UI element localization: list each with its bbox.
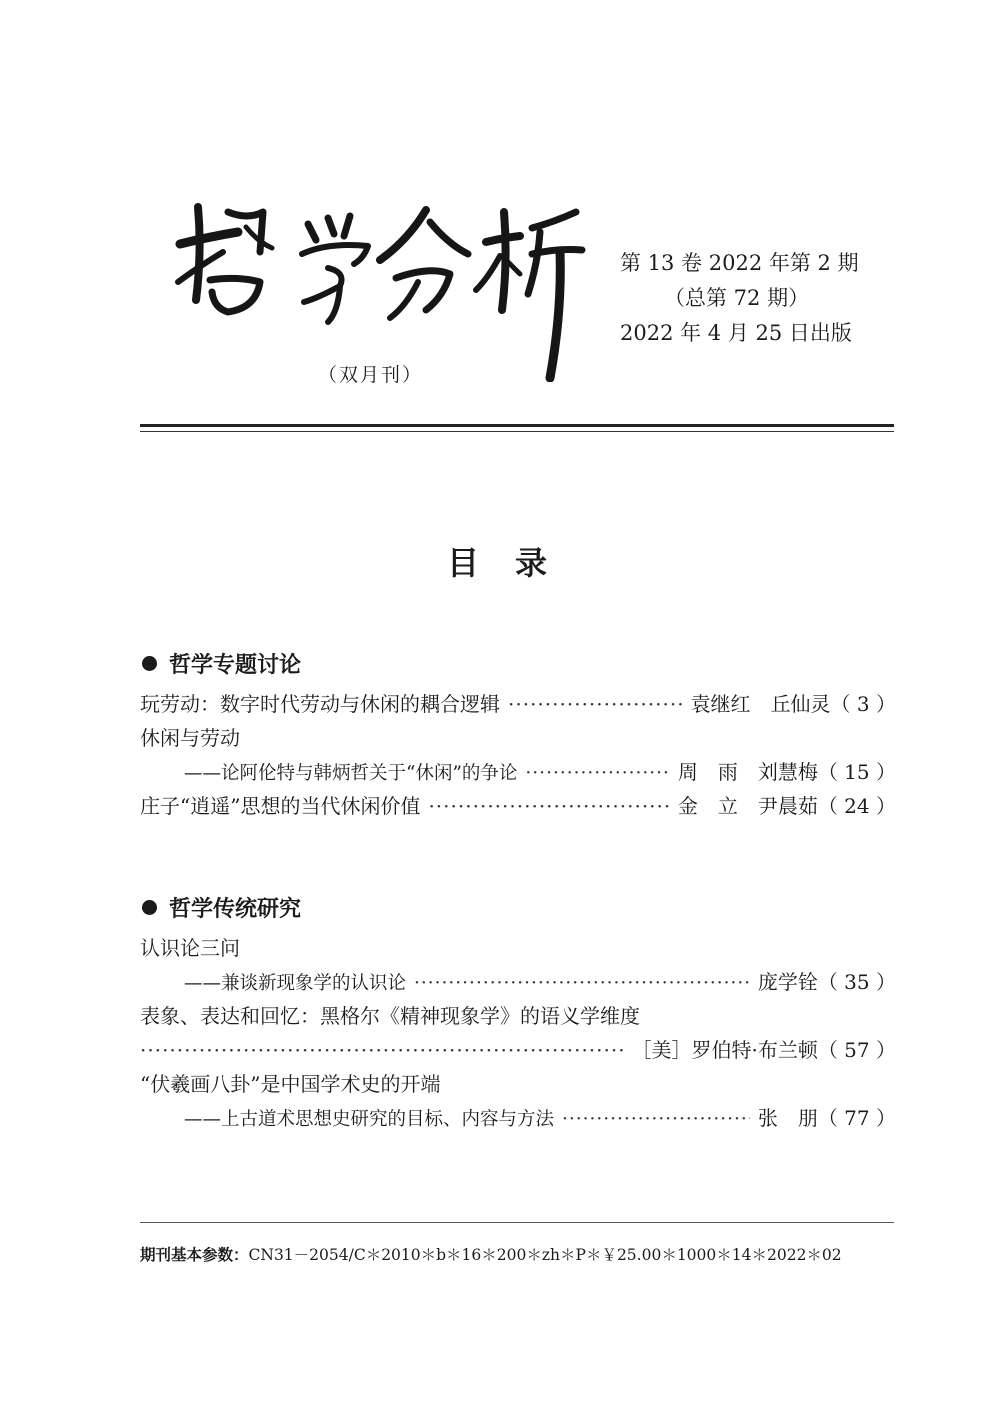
toc-entry-continuation[interactable] bbox=[140, 1034, 896, 1064]
toc-title: 目录 bbox=[446, 544, 583, 582]
toc-entry[interactable] bbox=[140, 722, 896, 752]
toc-entry[interactable] bbox=[140, 790, 896, 820]
entry-page: （ 35 ） bbox=[817, 970, 896, 994]
entry-author: ［美］罗伯特·布兰顿 bbox=[631, 1038, 818, 1062]
toc-entry-subtitle-line[interactable] bbox=[140, 756, 896, 786]
leader-dots bbox=[414, 973, 750, 994]
params-label: 期刊基本参数： bbox=[140, 1246, 249, 1264]
bullet-icon bbox=[142, 656, 157, 671]
entry-title: “伏羲画八卦”是中国学术史的开端 bbox=[140, 1072, 441, 1096]
entry-page: （ 15 ） bbox=[817, 760, 896, 784]
entry-subtitle: ——论阿伦特与韩炳哲关于“休闲”的争论 bbox=[184, 763, 518, 784]
entry-author: 庞学铨 bbox=[757, 970, 818, 994]
entry-author: 金 立 尹晨茹 bbox=[677, 794, 818, 818]
section-heading-text: 哲学专题讨论 bbox=[169, 653, 302, 678]
footer-divider bbox=[140, 1222, 894, 1223]
logo-brush-strokes bbox=[168, 182, 588, 382]
bullet-icon bbox=[142, 900, 157, 915]
entry-page: （ 77 ） bbox=[817, 1106, 896, 1130]
entry-page: （ 57 ） bbox=[817, 1038, 896, 1062]
toc-entry[interactable] bbox=[140, 932, 896, 962]
issue-total-number: （总第 72 期） bbox=[664, 286, 810, 310]
leader-dots bbox=[508, 692, 683, 716]
entry-subtitle: ——上古道术思想史研究的目标、内容与方法 bbox=[184, 1109, 555, 1130]
entry-title: 表象、表达和回忆：黑格尔《精神现象学》的语义学维度 bbox=[140, 1004, 640, 1028]
toc-entry-subtitle-line[interactable] bbox=[140, 966, 896, 996]
entry-title: 庄子“逍遥”思想的当代休闲价值 bbox=[140, 794, 421, 818]
toc-entry[interactable] bbox=[140, 688, 896, 718]
params-value: CN31－2054/C＊2010＊b＊16＊200＊zh＊P＊￥25.00＊1000＊14＊2022＊02 bbox=[248, 1246, 842, 1264]
section-heading bbox=[142, 648, 301, 679]
leader-dots bbox=[428, 794, 669, 818]
masthead-divider-thick bbox=[140, 424, 894, 427]
entry-author: 袁继红 丘仙灵 bbox=[690, 692, 831, 716]
toc-entry-subtitle-line[interactable] bbox=[140, 1102, 896, 1132]
masthead-divider-thin bbox=[140, 431, 894, 432]
entry-page: （ 24 ） bbox=[817, 794, 896, 818]
section-heading-text: 哲学传统研究 bbox=[169, 897, 302, 922]
toc-entry[interactable] bbox=[140, 1068, 896, 1098]
entry-title: 玩劳动：数字时代劳动与休闲的耦合逻辑 bbox=[140, 692, 500, 716]
entry-title: 认识论三问 bbox=[140, 936, 240, 960]
issue-publish-date: 2022 年 4 月 25 日出版 bbox=[620, 321, 852, 345]
publication-frequency: （双月刊） bbox=[318, 364, 424, 386]
leader-dots bbox=[140, 1038, 623, 1062]
issue-info bbox=[620, 246, 859, 351]
entry-author: 张 朋 bbox=[757, 1106, 818, 1130]
issue-volume-number: 第 13 卷 2022 年第 2 期 bbox=[620, 251, 859, 275]
journal-calligraphy-logo bbox=[168, 182, 588, 382]
entry-subtitle: ——兼谈新现象学的认识论 bbox=[184, 973, 407, 994]
leader-dots bbox=[525, 763, 669, 784]
section-heading bbox=[142, 892, 301, 923]
leader-dots bbox=[562, 1109, 750, 1130]
entry-title: 休闲与劳动 bbox=[140, 726, 240, 750]
journal-parameters bbox=[140, 1243, 842, 1265]
entry-page: （ 3 ） bbox=[830, 692, 896, 716]
entry-author: 周 雨 刘慧梅 bbox=[677, 760, 818, 784]
toc-entry[interactable] bbox=[140, 1000, 896, 1030]
